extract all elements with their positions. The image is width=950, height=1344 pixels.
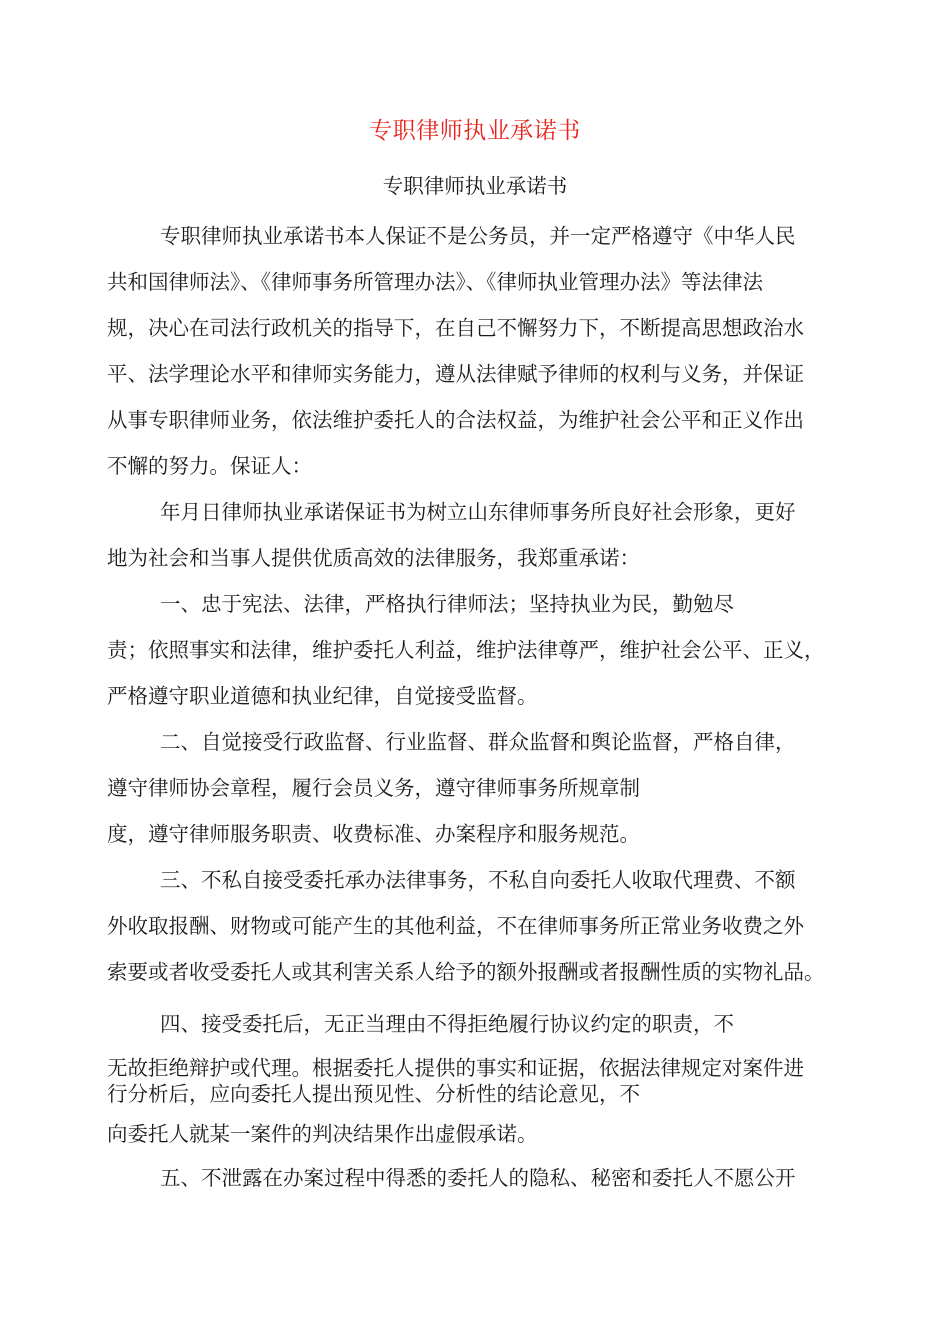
body-line: 不懈的努力。保证人： bbox=[107, 454, 312, 478]
body-line: 行分析后，应向委托人提出预见性、分析性的结论意见，不 bbox=[107, 1082, 640, 1106]
body-line: 从事专职律师业务，依法维护委托人的合法权益，为维护社会公平和正义作出 bbox=[107, 408, 804, 432]
document-title: 专职律师执业承诺书 bbox=[369, 118, 581, 144]
body-line: 二、自觉接受行政监督、行业监督、群众监督和舆论监督，严格自律， bbox=[160, 730, 796, 754]
body-line: 一、忠于宪法、法律，严格执行律师法；坚持执业为民，勤勉尽 bbox=[160, 592, 734, 616]
body-line: 外收取报酬、财物或可能产生的其他利益，不在律师事务所正常业务收费之外 bbox=[107, 914, 804, 938]
body-line: 四、接受委托后，无正当理由不得拒绝履行协议约定的职责，不 bbox=[160, 1012, 734, 1036]
body-line: 规，决心在司法行政机关的指导下，在自己不懈努力下，不断提高思想政治水 bbox=[107, 316, 804, 340]
body-line: 年月日律师执业承诺保证书为树立山东律师事务所良好社会形象，更好 bbox=[160, 500, 796, 524]
body-line: 五、不泄露在办案过程中得悉的委托人的隐私、秘密和委托人不愿公开 bbox=[160, 1166, 796, 1190]
body-line: 地为社会和当事人提供优质高效的法律服务，我郑重承诺： bbox=[107, 546, 640, 570]
body-line: 平、法学理论水平和律师实务能力，遵从法律赋予律师的权利与义务，并保证 bbox=[107, 362, 804, 386]
body-line: 专职律师执业承诺书本人保证不是公务员，并一定严格遵守《中华人民 bbox=[160, 224, 796, 248]
document-subtitle: 专职律师执业承诺书 bbox=[382, 174, 568, 198]
body-line: 共和国律师法》、《律师事务所管理办法》、《律师执业管理办法》等法律法 bbox=[107, 270, 763, 294]
body-line: 度，遵守律师服务职责、收费标准、办案程序和服务规范。 bbox=[107, 822, 640, 846]
body-line: 责；依照事实和法律，维护委托人利益，维护法律尊严，维护社会公平、正义， bbox=[107, 638, 825, 662]
body-line: 向委托人就某一案件的判决结果作出虚假承诺。 bbox=[107, 1122, 538, 1146]
body-line: 索要或者收受委托人或其利害关系人给予的额外报酬或者报酬性质的实物礼品。 bbox=[107, 960, 825, 984]
body-line: 三、不私自接受委托承办法律事务，不私自向委托人收取代理费、不额 bbox=[160, 868, 796, 892]
body-line: 无故拒绝辩护或代理。根据委托人提供的事实和证据，依据法律规定对案件进 bbox=[107, 1056, 804, 1080]
body-line: 严格遵守职业道德和执业纪律，自觉接受监督。 bbox=[107, 684, 538, 708]
body-line: 遵守律师协会章程，履行会员义务，遵守律师事务所规章制 bbox=[107, 776, 640, 800]
